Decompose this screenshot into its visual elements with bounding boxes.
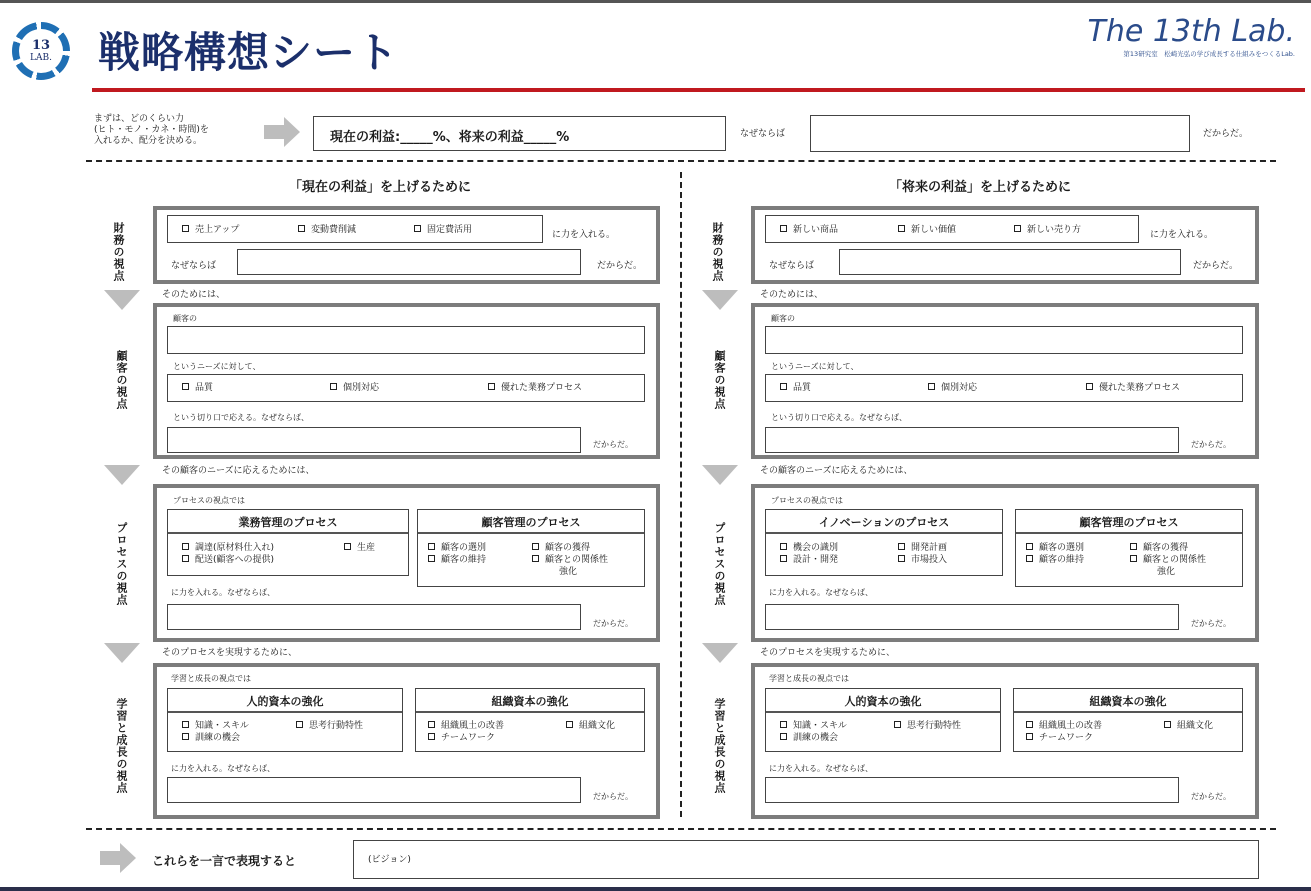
checkbox-icon bbox=[428, 543, 435, 550]
process-option[interactable] bbox=[532, 555, 608, 566]
learning-suffix: に力を入れる。なぜならば、 bbox=[769, 764, 873, 773]
learning-suffix: に力を入れる。なぜならば、 bbox=[171, 764, 275, 773]
brand-name: The 13th Lab. bbox=[1087, 14, 1295, 49]
checkbox-icon bbox=[1164, 721, 1171, 728]
checkbox-icon bbox=[532, 555, 539, 562]
left-learning-label: 学習と成長の視点 bbox=[115, 698, 128, 794]
brand-tagline: 第13研究室 松崎光弘の学び成長する仕組みをつくるLab. bbox=[1123, 50, 1295, 58]
learning-dakara: だからだ。 bbox=[593, 792, 633, 801]
profit-allocation-text: 現在の利益:_____%、将来の利益_____% bbox=[330, 130, 570, 145]
bottom-border bbox=[0, 887, 1311, 891]
right-learning-groupA bbox=[765, 688, 1001, 752]
left-process-groupA bbox=[167, 509, 409, 576]
checkbox-icon bbox=[182, 555, 189, 562]
learning-option[interactable] bbox=[1026, 733, 1093, 744]
vision-input[interactable] bbox=[353, 840, 1259, 879]
option-label: 顧客の維持 bbox=[1039, 555, 1085, 565]
left-finance-panel bbox=[153, 206, 660, 284]
right-finance-option[interactable] bbox=[780, 225, 838, 236]
right-finance-label: 財務の視点 bbox=[711, 222, 724, 282]
right-finance-option[interactable] bbox=[1014, 225, 1081, 236]
process-option[interactable] bbox=[780, 543, 838, 554]
right-connector-3: そのプロセスを実現するために、 bbox=[760, 648, 896, 658]
checkbox-icon bbox=[428, 555, 435, 562]
right-customer-reason-input[interactable] bbox=[765, 427, 1179, 453]
checkbox-icon bbox=[566, 721, 573, 728]
checkbox-icon bbox=[344, 543, 351, 550]
customer-dakara: だからだ。 bbox=[1191, 440, 1231, 449]
right-customer-option[interactable] bbox=[928, 383, 977, 394]
right-process-panel bbox=[751, 484, 1259, 642]
process-dakara: だからだ。 bbox=[593, 619, 633, 628]
option-label: 知識・スキル bbox=[793, 721, 847, 731]
customer-needs-text: というニーズに対して、 bbox=[173, 362, 261, 371]
option-label: 調達(原材料仕入れ) bbox=[195, 543, 275, 553]
process-suffix: に力を入れる。なぜならば、 bbox=[769, 588, 873, 597]
option-label: 売上アップ bbox=[195, 225, 240, 235]
left-learning-groupA bbox=[167, 688, 403, 752]
option-label: 新しい売り方 bbox=[1027, 225, 1082, 235]
checkbox-icon bbox=[780, 733, 787, 740]
checkbox-icon bbox=[898, 543, 905, 550]
checkbox-icon bbox=[1130, 543, 1137, 550]
left-customer-label: 顧客の視点 bbox=[115, 350, 128, 410]
checkbox-icon bbox=[780, 383, 787, 390]
allocation-reason-input[interactable] bbox=[810, 115, 1190, 152]
profit-allocation-field[interactable] bbox=[313, 116, 726, 151]
learning-option[interactable] bbox=[182, 733, 240, 744]
customer-respond-text: という切り口で応える。なぜならば、 bbox=[173, 413, 309, 422]
down-arrow-icon bbox=[104, 465, 140, 485]
finance-dakara: だからだ。 bbox=[597, 261, 643, 271]
brand-block bbox=[1088, 16, 1296, 58]
groupA-title: イノベーションのプロセス bbox=[766, 510, 1002, 534]
checkbox-icon bbox=[488, 383, 495, 390]
process-option[interactable] bbox=[898, 555, 947, 566]
option-label: チームワーク bbox=[441, 733, 496, 743]
option-label: 生産 bbox=[357, 543, 376, 553]
left-customer-needs-input[interactable] bbox=[167, 326, 645, 354]
option-label: 個別対応 bbox=[343, 383, 380, 393]
checkbox-icon bbox=[780, 721, 787, 728]
right-finance-option[interactable] bbox=[898, 225, 956, 236]
right-customer-option[interactable] bbox=[1086, 383, 1180, 394]
right-learning-reason-input[interactable] bbox=[765, 777, 1179, 803]
learning-option[interactable] bbox=[296, 721, 363, 732]
option-label: 配送(顧客への提供) bbox=[195, 555, 275, 565]
option-label: 優れた業務プロセス bbox=[1099, 383, 1181, 393]
customer-prefix: 顧客の bbox=[771, 314, 795, 323]
groupA-title: 人的資本の強化 bbox=[766, 689, 1000, 713]
option-label-cont: 強化 bbox=[1157, 567, 1176, 577]
process-option[interactable] bbox=[182, 543, 274, 554]
customer-prefix: 顧客の bbox=[173, 314, 197, 323]
option-label: 組織文化 bbox=[1177, 721, 1214, 731]
vision-prompt: これらを一言で表現すると bbox=[152, 854, 297, 868]
groupB-title: 顧客管理のプロセス bbox=[418, 510, 644, 534]
option-label: 思考行動特性 bbox=[907, 721, 962, 731]
option-label: 設計・開発 bbox=[793, 555, 839, 565]
option-label: 組織風土の改善 bbox=[1039, 721, 1103, 731]
option-label: 機会の識別 bbox=[793, 543, 839, 553]
checkbox-icon bbox=[182, 225, 189, 232]
checkbox-icon bbox=[1014, 225, 1021, 232]
option-label: 新しい価値 bbox=[911, 225, 957, 235]
checkbox-icon bbox=[182, 733, 189, 740]
left-finance-options bbox=[167, 215, 543, 243]
groupB-title: 組織資本の強化 bbox=[1014, 689, 1242, 713]
checkbox-icon bbox=[1026, 733, 1033, 740]
right-customer-needs-input[interactable] bbox=[765, 326, 1243, 354]
learning-option[interactable] bbox=[182, 721, 249, 732]
checkbox-icon bbox=[780, 543, 787, 550]
process-option[interactable] bbox=[780, 555, 838, 566]
option-label: 固定費活用 bbox=[427, 225, 473, 235]
checkbox-icon bbox=[898, 555, 905, 562]
left-customer-panel bbox=[153, 303, 660, 459]
process-dakara: だからだ。 bbox=[1191, 619, 1231, 628]
down-arrow-icon bbox=[702, 290, 738, 310]
process-prefix: プロセスの視点では bbox=[771, 496, 843, 505]
right-learning-groupB bbox=[1013, 688, 1243, 752]
right-process-reason-input[interactable] bbox=[765, 604, 1179, 630]
left-learning-reason-input[interactable] bbox=[167, 777, 581, 803]
left-process-reason-input[interactable] bbox=[167, 604, 581, 630]
checkbox-icon bbox=[296, 721, 303, 728]
instruction-line-2: (ヒト・モノ・カネ・時間)を bbox=[94, 125, 209, 135]
option-label: 顧客の獲得 bbox=[1143, 543, 1189, 553]
left-customer-options bbox=[167, 374, 645, 402]
option-label: 顧客の選別 bbox=[441, 543, 487, 553]
customer-needs-text: というニーズに対して、 bbox=[771, 362, 859, 371]
checkbox-icon bbox=[1026, 721, 1033, 728]
learning-option[interactable] bbox=[780, 721, 847, 732]
checkbox-icon bbox=[1130, 555, 1137, 562]
process-option[interactable] bbox=[1026, 555, 1084, 566]
learning-option[interactable] bbox=[428, 721, 504, 732]
finance-suffix: に力を入れる。 bbox=[1150, 230, 1214, 240]
option-label-cont: 強化 bbox=[559, 567, 578, 577]
groupA-title: 人的資本の強化 bbox=[168, 689, 402, 713]
right-learning-label: 学習と成長の視点 bbox=[713, 698, 726, 794]
checkbox-icon bbox=[532, 543, 539, 550]
right-learning-panel bbox=[751, 663, 1259, 819]
checkbox-icon bbox=[182, 721, 189, 728]
page-title: 戦略構想シート bbox=[98, 28, 400, 77]
option-label: 個別対応 bbox=[941, 383, 978, 393]
logo-number: 13 bbox=[31, 38, 51, 53]
lab-logo bbox=[12, 22, 70, 80]
checkbox-icon bbox=[780, 225, 787, 232]
checkbox-icon bbox=[1026, 555, 1033, 562]
left-finance-reason-input[interactable] bbox=[237, 249, 581, 275]
process-option[interactable] bbox=[1130, 555, 1206, 566]
checkbox-icon bbox=[894, 721, 901, 728]
process-option[interactable] bbox=[428, 543, 486, 554]
checkbox-icon bbox=[298, 225, 305, 232]
option-label: 顧客との関係性 bbox=[1143, 555, 1207, 565]
checkbox-icon bbox=[1026, 543, 1033, 550]
allocation-dakara: だからだ。 bbox=[1203, 129, 1249, 139]
right-process-groupB bbox=[1015, 509, 1243, 587]
option-label: 顧客との関係性 bbox=[545, 555, 609, 565]
right-process-label: プロセスの視点 bbox=[713, 522, 726, 606]
option-label: 品質 bbox=[195, 383, 214, 393]
customer-dakara: だからだ。 bbox=[593, 440, 633, 449]
checkbox-icon bbox=[898, 225, 905, 232]
down-arrow-icon bbox=[702, 465, 738, 485]
left-process-label: プロセスの視点 bbox=[115, 522, 128, 606]
left-process-groupB bbox=[417, 509, 645, 587]
learning-prefix: 学習と成長の視点では bbox=[171, 674, 251, 683]
finance-because: なぜならば bbox=[171, 261, 217, 271]
checkbox-icon bbox=[1086, 383, 1093, 390]
header-rule bbox=[92, 88, 1305, 92]
right-customer-panel bbox=[751, 303, 1259, 459]
option-label: 訓練の機会 bbox=[195, 733, 241, 743]
option-label: 市場投入 bbox=[911, 555, 948, 565]
process-option[interactable] bbox=[182, 555, 274, 566]
groupB-title: 顧客管理のプロセス bbox=[1016, 510, 1242, 534]
option-label: 組織文化 bbox=[579, 721, 616, 731]
option-label: 優れた業務プロセス bbox=[501, 383, 583, 393]
finance-dakara: だからだ。 bbox=[1193, 261, 1239, 271]
learning-option[interactable] bbox=[1164, 721, 1213, 732]
groupA-title: 業務管理のプロセス bbox=[168, 510, 408, 534]
process-option[interactable] bbox=[898, 543, 947, 554]
left-finance-option[interactable] bbox=[298, 225, 356, 236]
right-finance-reason-input[interactable] bbox=[839, 249, 1181, 275]
right-connector-1: そのためには、 bbox=[760, 290, 824, 300]
left-finance-option[interactable] bbox=[414, 225, 472, 236]
option-label: 訓練の機会 bbox=[793, 733, 839, 743]
left-connector-2: その顧客のニーズに応えるためには、 bbox=[162, 466, 315, 476]
checkbox-icon bbox=[330, 383, 337, 390]
left-customer-option[interactable] bbox=[330, 383, 379, 394]
option-label: 顧客の獲得 bbox=[545, 543, 591, 553]
right-finance-options bbox=[765, 215, 1139, 243]
right-customer-label: 顧客の視点 bbox=[713, 350, 726, 410]
option-label: 顧客の維持 bbox=[441, 555, 487, 565]
instruction-line-1: まずは、どのくらい力 bbox=[94, 114, 185, 124]
right-connector-2: その顧客のニーズに応えるためには、 bbox=[760, 466, 913, 476]
process-suffix: に力を入れる。なぜならば、 bbox=[171, 588, 275, 597]
option-label: 品質 bbox=[793, 383, 812, 393]
checkbox-icon bbox=[780, 555, 787, 562]
top-border bbox=[0, 0, 1311, 3]
right-heading: 「将来の利益」を上げるために bbox=[888, 180, 1071, 195]
left-finance-option[interactable] bbox=[182, 225, 239, 236]
instruction-line-3: 入れるか、配分を決める。 bbox=[94, 136, 203, 146]
left-connector-3: そのプロセスを実現するために、 bbox=[162, 648, 298, 658]
checkbox-icon bbox=[182, 543, 189, 550]
down-arrow-icon bbox=[702, 643, 738, 663]
section-divider-top bbox=[86, 160, 1276, 162]
learning-option[interactable] bbox=[1026, 721, 1102, 732]
down-arrow-icon bbox=[104, 643, 140, 663]
right-arrow-icon bbox=[264, 117, 300, 147]
column-divider bbox=[680, 172, 682, 817]
option-label: 思考行動特性 bbox=[309, 721, 364, 731]
learning-dakara: だからだ。 bbox=[1191, 792, 1231, 801]
finance-because: なぜならば bbox=[769, 261, 815, 271]
option-label: 顧客の選別 bbox=[1039, 543, 1085, 553]
customer-respond-text: という切り口で応える。なぜならば、 bbox=[771, 413, 907, 422]
option-label: 新しい商品 bbox=[793, 225, 839, 235]
left-finance-label: 財務の視点 bbox=[112, 222, 125, 282]
learning-prefix: 学習と成長の視点では bbox=[769, 674, 849, 683]
left-learning-groupB bbox=[415, 688, 645, 752]
checkbox-icon bbox=[414, 225, 421, 232]
learning-option[interactable] bbox=[780, 733, 838, 744]
process-option[interactable] bbox=[428, 555, 486, 566]
right-customer-option[interactable] bbox=[780, 383, 811, 394]
allocation-instruction bbox=[94, 114, 209, 147]
learning-option[interactable] bbox=[566, 721, 615, 732]
left-heading: 「現在の利益」を上げるために bbox=[288, 180, 471, 195]
process-option[interactable] bbox=[1026, 543, 1084, 554]
right-arrow-icon bbox=[100, 843, 136, 873]
process-option[interactable] bbox=[1130, 543, 1188, 554]
option-label: チームワーク bbox=[1039, 733, 1094, 743]
left-customer-reason-input[interactable] bbox=[167, 427, 581, 453]
checkbox-icon bbox=[428, 733, 435, 740]
process-prefix: プロセスの視点では bbox=[173, 496, 245, 505]
left-customer-option[interactable] bbox=[488, 383, 582, 394]
option-label: 知識・スキル bbox=[195, 721, 249, 731]
checkbox-icon bbox=[428, 721, 435, 728]
right-process-groupA bbox=[765, 509, 1003, 576]
left-connector-1: そのためには、 bbox=[162, 290, 226, 300]
left-process-panel bbox=[153, 484, 660, 642]
process-option[interactable] bbox=[532, 543, 590, 554]
logo-text: LAB. bbox=[30, 53, 52, 63]
right-finance-panel bbox=[751, 206, 1259, 284]
finance-suffix: に力を入れる。 bbox=[552, 230, 616, 240]
option-label: 変動費削減 bbox=[311, 225, 357, 235]
right-customer-options bbox=[765, 374, 1243, 402]
left-customer-option[interactable] bbox=[182, 383, 213, 394]
left-learning-panel bbox=[153, 663, 660, 819]
groupB-title: 組織資本の強化 bbox=[416, 689, 644, 713]
option-label: 開発計画 bbox=[911, 543, 948, 553]
learning-option[interactable] bbox=[428, 733, 495, 744]
down-arrow-icon bbox=[104, 290, 140, 310]
section-divider-bottom bbox=[86, 828, 1276, 830]
allocation-because: なぜならば bbox=[740, 129, 786, 139]
option-label: 組織風土の改善 bbox=[441, 721, 505, 731]
checkbox-icon bbox=[182, 383, 189, 390]
learning-option[interactable] bbox=[894, 721, 961, 732]
process-option[interactable] bbox=[344, 543, 375, 554]
checkbox-icon bbox=[928, 383, 935, 390]
vision-placeholder: (ビジョン) bbox=[368, 855, 411, 865]
